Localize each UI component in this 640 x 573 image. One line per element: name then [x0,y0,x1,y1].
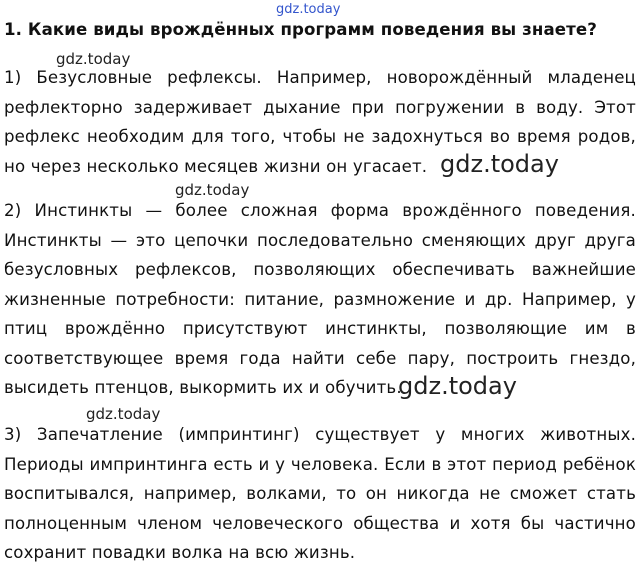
watermark-small-1: gdz.today [56,50,131,68]
question-heading: 1. Какие виды врождённых программ поведения вы знаете? [4,20,597,39]
answer-paragraph-3: 3) Запечатление (импринтинг) существует у многих животных. Периоды импринтинга есть и у человека. Если в этот период ребёнок воспитывался, например, волками, то он никогда не сможет стать полноценным членом человеческого общества и хотя бы частично сохранит повадки волка на всю жизнь. [4,425,636,562]
answer-paragraph-1: 1) Безусловные рефлексы. Например, новорождённый младенец рефлекторно задерживает дыхание при погружении в воду. Этот рефлекс необходим для того, чтобы не задохнуться во время родов, но через несколько месяцев жизни он угасает. [4,68,636,176]
watermark-large-1: gdz.today [440,150,559,178]
watermark-small-2: gdz.today [175,181,250,199]
watermark-top: gdz.today [276,2,341,17]
answer-paragraph-2: 2) Инстинкты — более сложная форма врождённого поведения. Инстинкты — это цепочки последовательно сменяющих друг друга безусловных рефлексов, позволяющих обеспечивать важнейшие жизненные потребности: питание, размножение и др. Например, у птиц врождённо присутствуют инстинкты, позволяющие им в соответствующее время года найти себе пару, построить гнездо, высидеть птенцов, выкормить их и обучить. [4,201,636,397]
watermark-small-3: gdz.today [86,405,161,423]
watermark-large-2: gdz.today [398,372,517,400]
